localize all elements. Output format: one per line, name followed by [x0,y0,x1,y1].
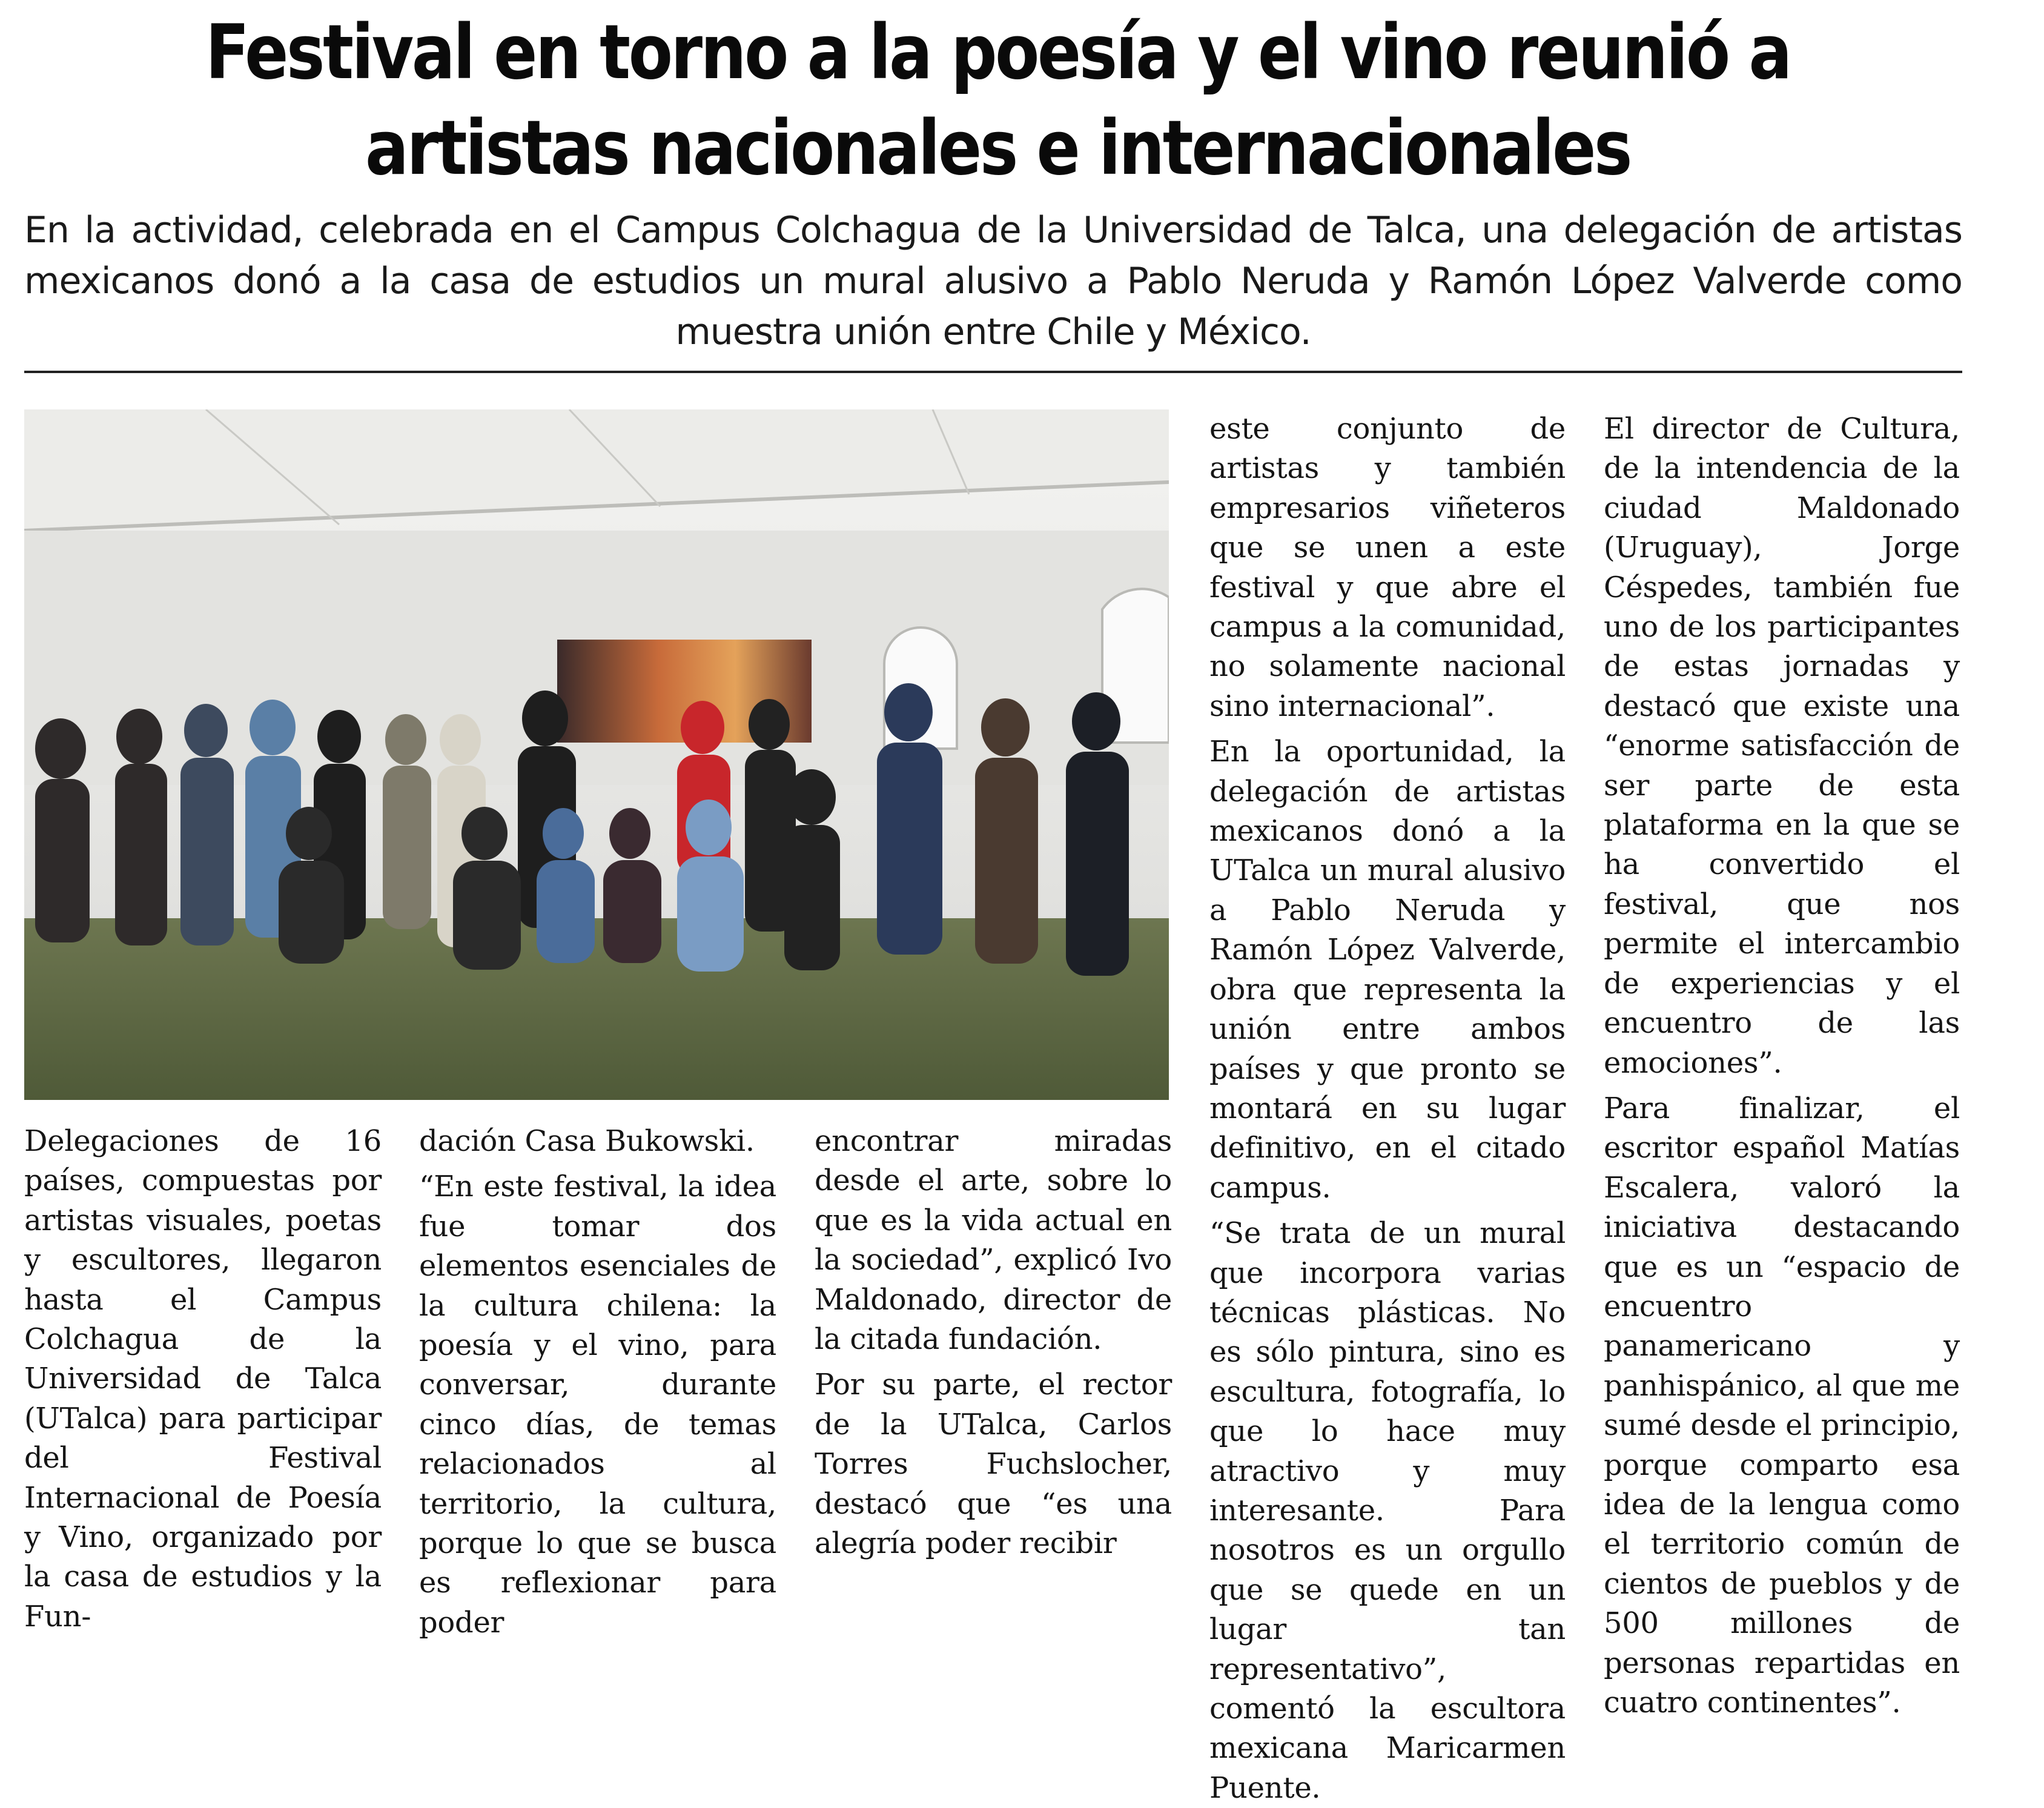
section-divider [24,371,1962,373]
paragraph: El director de Cultura, de la intendencia de la ciudad Maldonado (Uruguay), Jorge Céspedes, también fue uno de los participantes de estas jornadas y destacó que existe una “enorme satisfacción de ser parte de esta plataforma en la que se ha convertido el festival, que nos permite el intercambio de experiencias y el encuentro de las emociones”. [1604,412,1960,1080]
paragraph: encontrar miradas desde el arte, sobre lo que es la vida actual en la sociedad”, explicó Ivo Maldonado, director de la citada fundación. [815,1124,1172,1357]
paragraph: “Se trata de un mural que incorpora varias técnicas plásticas. No es sólo pintura, sino es escultura, fotografía, lo que lo hace muy atractivo y muy interesante. Para nosotros es un orgullo que se quede en un lugar tan representativo”, comentó la escultora mexicana Maricarmen Puente. [1209,1216,1566,1805]
article-column-5 [1604,409,1960,1723]
paragraph: Por su parte, el rector de la UTalca, Carlos Torres Fuchslocher, destacó que “es una alegría poder recibir [815,1368,1172,1561]
headline: Festival en torno a la poesía y el vino reunió a artistas nacionales e internacionales [205,9,1790,192]
article-column-1 [24,1122,382,1637]
event-photo [24,409,1169,1100]
article-column-2 [419,1122,776,1643]
paragraph: En la oportunidad, la delegación de artistas mexicanos donó a la UTalca un mural alusivo a Pablo Neruda y Ramón López Valverde, obra que representa la unión entre ambos países y que pronto se montará en su lugar definitivo, en el citado campus. [1209,735,1566,1205]
paragraph: “En este festival, la idea fue tomar dos elementos esenciales de la cultura chilena: la poesía y el vino, para conversar, durante cinco días, de temas relacionados al territorio, la cultura, porque lo que se busca es reflexionar para poder [419,1170,776,1640]
article-deck: En la actividad, celebrada en el Campus Colchagua de la Universidad de Talca, una delegación de artistas mexicanos donó a la casa de estudios un mural alusivo a Pablo Neruda y Ramón López Valverde como muestra unión entre Chile y México. [24,209,1962,353]
group-photo-illustration [24,409,1169,1100]
paragraph: Delegaciones de 16 países, compuestas por artistas visuales, poetas y escultores, llegaron hasta el Campus Colchagua de la Universidad de Talca (UTalca) para participar del Festival Internacional de Poesía y Vino, organizado por la casa de estudios y la Fun- [24,1124,382,1634]
paragraph: este conjunto de artistas y también empresarios viñeteros que se unen a este festival y que abre el campus a la comunidad, no solamente nacional sino internacional”. [1209,412,1566,723]
article-column-4 [1209,409,1566,1808]
paragraph: Para finalizar, el escritor español Matías Escalera, valoró la iniciativa destacando que es un “espacio de encuentro panamericano y panhispánico, al que me sumé desde el principio, porque comparto esa idea de la lengua como el territorio común de cientos de pueblos y de 500 millones de personas repartidas en cuatro continentes”. [1604,1091,1960,1720]
paragraph: dación Casa Bukowski. [419,1124,755,1158]
article-column-3 [815,1122,1172,1563]
